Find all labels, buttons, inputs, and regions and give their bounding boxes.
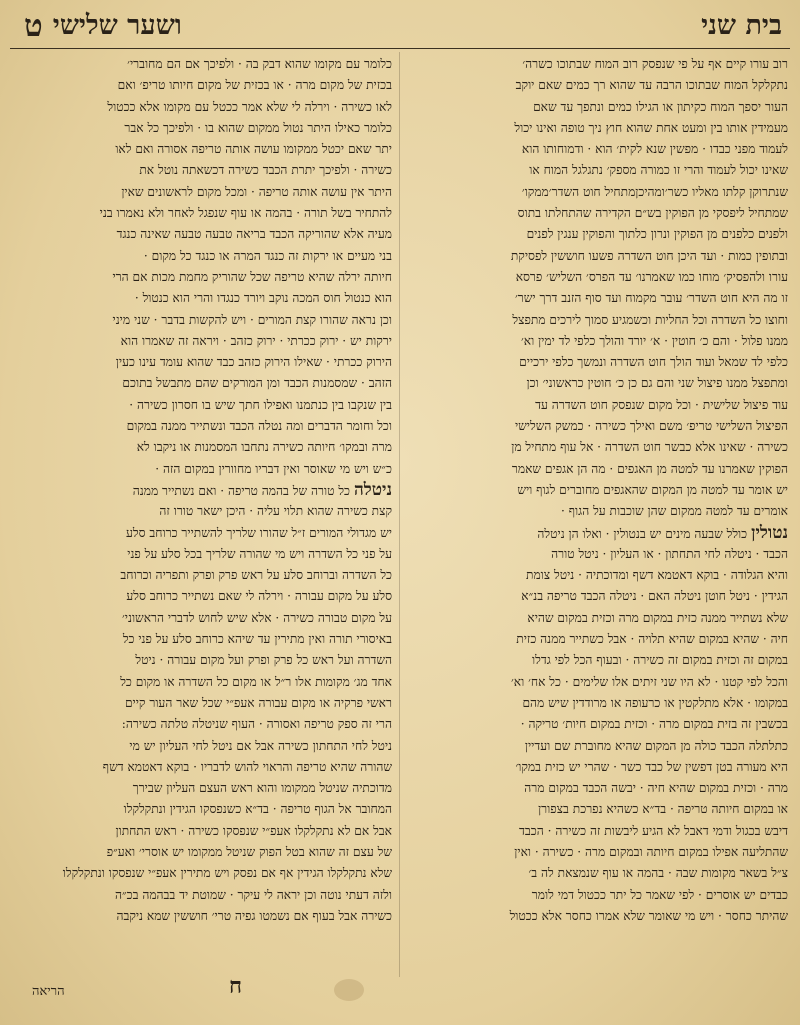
line-text: במקומו · אלא מתלקטין או כרעופה או מרודדין שיש מהם	[522, 695, 788, 710]
text-line	[14, 736, 392, 757]
text-line	[410, 416, 788, 437]
line-text: יש אומר עד למטה מן המקום שהאגפים מחוברים לגוף ויש	[517, 482, 788, 497]
text-line	[14, 395, 392, 416]
line-text: ניטל לחי התחתון כשירה אבל אם ניטל לחי העליון יש מי	[129, 738, 392, 753]
text-line	[410, 799, 788, 820]
text-line	[14, 331, 392, 352]
line-text: יש מגדולי המורים ז״ל שהורו שלריך להשתייר כרוחב סלע	[125, 525, 392, 540]
line-text: באיסורי תורה ואין מתירין עד שיהא כרוחב סלע על פני כל	[122, 632, 392, 647]
text-line	[14, 863, 392, 884]
line-text: כלפי לד שמאל ועוד הולך חוט השדרה ונמשך כלפי ירכיים	[519, 355, 788, 370]
text-line	[410, 267, 788, 288]
line-text: אחד מג׳ מקומות אלו ר״ל או מקום כל השדרה או מקום כל	[120, 674, 392, 689]
line-text: על פני כל השדרה ויש מי שהורה שלריך בכל סלע על פני	[127, 546, 392, 561]
line-text: בני מעיים או ירקות זה כנגד המרה או כנגד כל מקום ·	[143, 248, 392, 263]
line-text: לאו כשירה · וירלה לי שלא אמר ככטל עם מקומו אלא ככטול	[107, 99, 392, 114]
paper-stain	[334, 979, 364, 1001]
text-line	[14, 182, 392, 203]
line-text: צ״ל בשאר מקומות שבה · בהמה או עוף שנמצאת לה ב׳	[528, 866, 788, 881]
text-line	[410, 118, 788, 139]
line-text: מדוכתיה שניטל ממקומו והוא ראש העצם העליון שבירך	[132, 781, 392, 796]
line-text: של עצם זה שהוא בטל הפוק שניטל ממקומו יש אוסרי׳ ואע״פ	[106, 844, 392, 859]
header-right-title: בית שני	[701, 10, 782, 41]
text-line	[410, 778, 788, 799]
text-line	[410, 863, 788, 884]
line-text: לעמוד מפני כבדו · מפשין שנא לקית׳ הוא · ודמוחותו הוא	[521, 142, 788, 157]
text-line	[410, 906, 788, 927]
text-line	[14, 906, 392, 927]
line-text: כל השדרה וברוחב סלע על ראש פרק ופרק ותפריה וכרוחב	[120, 568, 392, 583]
line-text: חיה · שהיא במקום שהיא תלויה · אבל כשתייר ממנה כזית	[516, 632, 788, 647]
line-text: ירקות יש · ירוק ככרתי · ירוק כזהב · ויראה זה שאמרו הוא	[120, 333, 392, 348]
text-line	[14, 310, 392, 331]
line-text: עורו ולהפסיק׳ מוחו כמו שאמרנו׳ עד הפרס׳ השליש׳ פרסא	[515, 269, 788, 284]
line-text: כלומר כאילו היתר נטול ממקום שהוא בו · ולפיכך כל אבר	[124, 120, 392, 135]
catchword: הריאה	[32, 984, 65, 999]
line-text: הכבד · ניטלה לחי התחתון · או העליון · ניטל טורה	[551, 546, 788, 561]
line-text: היתר אין עושה אותה טריפה · ומכל מקום לראשונים שאין	[121, 184, 392, 199]
text-line	[410, 288, 788, 309]
right-column	[410, 54, 788, 979]
text-line	[14, 224, 392, 245]
line-text: כשירה · ולפיכך יתרת הכבד כשירה דכשאתה נוטל את	[139, 163, 392, 178]
line-text: הזהב · שמסמנות הכבד ומן המורקים שהם מתבשל בתוכם	[122, 376, 392, 391]
line-text: סלע על מקום עבורה · וירלה לי שאם נשתייר כרוחב סלע	[126, 589, 392, 604]
text-line	[410, 650, 788, 671]
column-gap	[399, 52, 400, 977]
text-line	[14, 523, 392, 544]
line-text: השדרה ועל ראש כל פרק ופרק ועל מקום עבורה · ניטל	[135, 653, 392, 668]
line-text: או במקום חיותה טריפה · בד״א כשהיא נפרכת בצפורן	[538, 802, 788, 817]
text-line	[14, 373, 392, 394]
line-text: הפיצול השלישי טריפ׳ משם ואילך כשירה · כמשק השלישי	[514, 419, 788, 434]
page-footer	[14, 973, 392, 1019]
text-line	[410, 160, 788, 181]
text-line	[14, 54, 392, 75]
text-line	[14, 842, 392, 863]
text-line	[14, 544, 392, 565]
text-line	[410, 672, 788, 693]
signature-mark: ח	[228, 973, 242, 999]
text-line	[410, 757, 788, 778]
line-text: שהיתר כחסר · ויש מי שאומר שלא אמרו כחסר אלא ככטול	[509, 908, 788, 923]
text-line	[410, 331, 788, 352]
text-line	[14, 160, 392, 181]
line-text: שהורה שהיא טריפה והראוי להוש לדבריו · בוקא דאטמא דשף	[102, 759, 392, 774]
line-text: כתלתלה הכבד כולה מן המקום שהיא מחוברת שם ועדיין	[524, 738, 788, 753]
line-text: והכל לפי קטנו · לא היו שני זיתים אלו שלימים · כל אח׳ וא׳	[510, 674, 788, 689]
line-text: יתר שאם יכטל ממקומו עושה אותה טריפה אסורה ואם לאו	[115, 142, 392, 157]
text-line	[14, 480, 392, 501]
text-line	[410, 501, 788, 522]
line-text: שלא נשתייר ממנה כזית במקום מרה וכזית במקום שהיא	[527, 610, 788, 625]
text-line	[410, 203, 788, 224]
line-text: כולל שבעה מינים יש בנטולין · ואלו הן ניטלה	[537, 526, 748, 541]
text-line	[410, 182, 788, 203]
line-text: הגידין · ניטל חוטן ניטלה האם · ניטלה הכבד טריפה בנ״א	[521, 589, 788, 604]
running-header	[14, 4, 786, 46]
line-text: ולפנים כלפנים מן הפוקין ונרון כלתוך והפוקין ענגין לפנים	[526, 227, 788, 242]
text-line	[410, 586, 788, 607]
header-left-title: ושער שלישי	[52, 10, 182, 41]
line-text: מעיה אלא שהוריקה הכבד בריאה טבעה טבעה שאינה כנגד	[116, 227, 392, 242]
section-heading-word: נטולין	[751, 522, 788, 543]
text-line	[14, 437, 392, 458]
text-line	[14, 629, 392, 650]
text-line	[410, 842, 788, 863]
line-text: היא מעורה בטן דפשין של כבד כשר · שהרי יש כזית במקו׳	[515, 759, 788, 774]
line-text: כלומר עם מקומו שהוא דבק בה · ולפיכך אם הם מחוברי׳	[127, 57, 392, 71]
text-line	[410, 693, 788, 714]
text-line	[410, 437, 788, 458]
line-text: ממנו פלול · והם כ׳ חוטין · א׳ יורד והולך כלפי לד ימין וא׳	[520, 333, 788, 348]
line-text: שאינו יכול לעמוד והרי זו כמורה מספק׳ נתגלגל המוח או	[529, 163, 788, 178]
line-text: הפוקין שאמרנו עד למטה מן האגפים · מה הן אגפים שאמר	[511, 461, 788, 476]
line-text: ובתופין כמות · ועד היכן חוט השדרה פשעו חוששין לפסיקת	[510, 248, 788, 263]
line-text: עוד פיצול שלישית · וכל מקום שנפסק חוט השדרה עד	[535, 397, 788, 412]
folio-letter: ט	[24, 8, 43, 44]
line-text: להתחיר בשל תורה · בהמה או עוף שנפגל לאחר ולא נאמרו בני	[99, 206, 392, 221]
text-line	[410, 139, 788, 160]
line-text: כ״ש ויש מי שאוסר ואין דבריו מחוורין במקום הזה ·	[155, 461, 392, 476]
text-line	[14, 672, 392, 693]
line-text: העור יספך המוח כקיתון או הגילו כמים ונתפך עד שאם	[533, 99, 788, 114]
text-line	[410, 714, 788, 735]
line-text: שנתרוקן קלתו מאליו כשר׳ומהיכןמתחיל חוט השדר׳ממקו׳	[521, 184, 788, 199]
text-line	[14, 693, 392, 714]
text-line	[14, 885, 392, 906]
text-line	[410, 75, 788, 96]
text-line	[14, 416, 392, 437]
text-line	[14, 565, 392, 586]
header-right	[701, 6, 786, 46]
line-text: שהתליעה אפילו במקום חיותה ובמקום מרה · כשירה · ואין	[514, 844, 788, 859]
line-text: וכל וחומר הדברים ומה נטלה הכבד ונשתייר ממנה במקום	[126, 419, 392, 434]
line-text: קצת כשירה שהוא תלוי עליה · היכן ישאר טורו זה	[159, 504, 392, 519]
line-text: הרי זה ספק טריפה ואסורה · העוף שניטלה טלתה כשירה:	[121, 717, 392, 732]
line-text: מעמידין אותו בין ומעט אחת שהוא חוץ ניך טופה ואינו יכול	[514, 120, 788, 135]
line-text: שלא נתקלקלו הגידין אף אם נפסק ויש מתירין אעפ״י שנפסקו ונתקלקלו	[62, 866, 392, 881]
line-text: אבל אם לא נתקלקלו אעפ״י שנפסקו כשירה · ראש התחתון	[115, 823, 392, 838]
line-text: כשירה אבל בעוף אם נשמטו גפיה טרי׳ חוששין שמא ניקבה	[116, 908, 392, 923]
line-text: זו מה היא חוט השדר׳ עובר מקמוח ועד סוף הזנב דרך ישר׳	[514, 291, 788, 306]
text-line	[14, 459, 392, 480]
line-text: ומתפצל ממנו פיצול שני והם גם כן כ׳ חוטין כראשוני׳ וכן	[526, 376, 788, 391]
text-line	[14, 267, 392, 288]
text-line	[14, 608, 392, 629]
text-line	[410, 885, 788, 906]
text-line	[410, 97, 788, 118]
text-line	[14, 778, 392, 799]
header-left	[14, 6, 182, 46]
text-line	[14, 246, 392, 267]
header-rule	[10, 48, 790, 49]
text-line	[410, 352, 788, 373]
line-text: מרה · וכזית במקום שהיא חיה · יבשה הכבד במקום מרה	[524, 781, 788, 796]
line-text: בכזית של מקום מרה · או בכזית של מקום חיותו טריפ׳ ואם	[117, 78, 392, 93]
text-line	[14, 352, 392, 373]
text-line	[410, 821, 788, 842]
text-line	[410, 608, 788, 629]
line-text: והיא הגלודה · בוקא דאטמא דשף ומדוכתיה · ניטל צומת	[526, 568, 788, 583]
line-text: כבדים יש אוסרים · לפי שאמר כל יתר ככטול דמי לומר	[531, 887, 788, 902]
text-line	[14, 757, 392, 778]
line-text: וחוצו כל השדרה וכל החליות וכשמגיע סמוך לירכים מתפצל	[512, 312, 788, 327]
text-line	[410, 224, 788, 245]
line-text: דיבש בכגול ודמי דאבל לא הגיע ליבשות זה כשירה · הכבד	[519, 823, 788, 838]
text-line	[14, 501, 392, 522]
line-text: במקום זה וכזית במקום זה כשירה · ובעוף הכל לפי גדלו	[532, 653, 788, 668]
text-line	[410, 54, 788, 75]
line-text: כל טורה של בהמה טריפה · ואם נשתייר ממנה	[132, 483, 351, 498]
line-text: ולזה דעתי נוטה וכן יראה לי עיקר · שמוטת יד בבהמה בכ״ה	[114, 887, 392, 902]
text-line	[14, 799, 392, 820]
text-line	[14, 821, 392, 842]
text-line	[410, 246, 788, 267]
line-text: בכשבין זה בזית במקום מרה · וכזית במקום חיות׳ טריקה ·	[520, 717, 788, 732]
text-line	[14, 75, 392, 96]
text-line	[410, 373, 788, 394]
text-line	[410, 395, 788, 416]
line-text: רוב עורו קיים אף על פי שנפסק רוב המוח שבתוכו כשרה׳	[522, 57, 788, 71]
text-line	[410, 544, 788, 565]
text-line	[410, 629, 788, 650]
text-line	[410, 310, 788, 331]
line-text: שמתחיל ליפסקי מן הפוקין בש״ם הקדירה שהתחלתו בתוס	[517, 206, 788, 221]
line-text: אומרים עד למטה ממקום שהן שוכבות על הגוף ·	[561, 504, 788, 519]
left-column	[14, 54, 392, 979]
text-line	[14, 97, 392, 118]
text-line	[410, 736, 788, 757]
line-text: ראשי פרקיה או מקום עבורה אעפ״י שכל שאר העור קיים	[124, 695, 392, 710]
text-line	[14, 288, 392, 309]
text-line	[14, 118, 392, 139]
line-text: על מקום טבורה כשירה · אלא שיש לחוש לדברי הראשוני׳	[121, 610, 392, 625]
text-line	[410, 565, 788, 586]
text-line	[14, 650, 392, 671]
text-line	[14, 586, 392, 607]
section-heading-word: ניטלה	[354, 479, 392, 500]
text-line	[410, 480, 788, 501]
line-text: בין שנקבו בין כנתמנו ואפילו חתך שיש בו חסרון כשירה ·	[129, 397, 392, 412]
text-line	[14, 139, 392, 160]
line-text: כשירה · שאינו אלא כבשר חוט השדרה · אל עוף מתחיל מן	[511, 440, 788, 455]
line-text: הוא כנטול חוס המכה נוקב ויורד כנגדו והרי הוא כנטול ·	[134, 291, 392, 306]
line-text: הירוק ככרתי · שאילו הירוק כזהב כבד שהוא עומד עינו כעין	[115, 355, 392, 370]
line-text: המחובר אל הגוף טריפה · בד״א כשנפסקו הגידין ונתקלקלו	[123, 802, 392, 817]
text-line	[14, 203, 392, 224]
line-text: נתקלקל המוח שבתוכו הרבה עד שהוא רך כמים שאם יוקב	[515, 78, 788, 93]
text-line	[14, 714, 392, 735]
line-text: מרה ובמקו׳ חיותה כשירה נתחבו המסמנות או ניקבו לא	[136, 440, 392, 455]
text-line	[410, 459, 788, 480]
text-line	[410, 523, 788, 544]
line-text: חיותה ירלה שהיא טריפה שכל שהוריק מחמת מכות אם הרי	[112, 269, 392, 284]
line-text: וכן נראה שהורו קצת המורים · ויש להקשות בדבר · שני מיני	[112, 312, 392, 327]
